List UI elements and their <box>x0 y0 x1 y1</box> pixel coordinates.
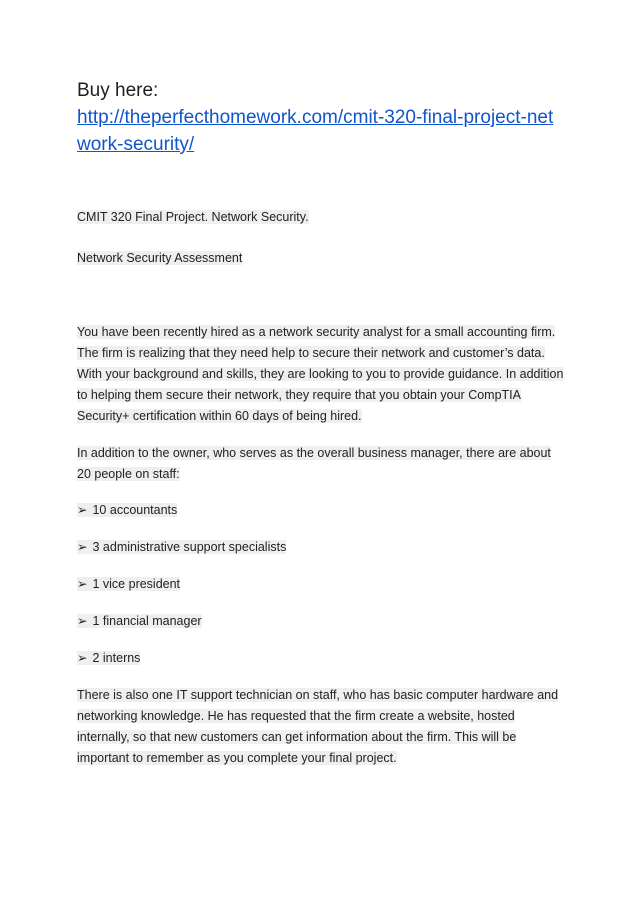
it-support-paragraph-text: There is also one IT support technician on staff, who has basic computer hardware and networking knowledge. He has requested that the firm create a website, hosted internally, so that new customers can get information about the firm. This will be important to remember as you complete your final project. <box>77 688 559 765</box>
document-content <box>77 78 567 765</box>
arrow-bullet-icon: ➢ <box>77 577 88 591</box>
list-item <box>77 649 567 686</box>
list-item-text: 1 vice president <box>92 577 181 591</box>
it-support-paragraph <box>77 685 567 769</box>
staff-paragraph <box>77 443 567 485</box>
intro-paragraph-text: You have been recently hired as a network security analyst for a small accounting firm. The firm is realizing that they need help to secure their network and customer’s data. With your background and skills, they are looking to you to provide guidance. In addition to helping them secure their network, they require that you obtain your CompTIA Security+ certification within 60 days of being hired. <box>77 325 564 423</box>
intro-paragraph <box>77 322 567 427</box>
list-item-content <box>77 577 180 591</box>
arrow-bullet-icon: ➢ <box>77 540 88 554</box>
list-item-content <box>77 614 202 628</box>
list-item-content <box>77 540 286 554</box>
list-item-text: 2 interns <box>92 651 141 665</box>
list-item-text: 3 administrative support specialists <box>92 540 287 554</box>
document-title <box>77 208 309 227</box>
list-item-text: 1 financial manager <box>92 614 202 628</box>
document-subtitle-text: Network Security Assessment <box>77 251 243 265</box>
list-item <box>77 538 567 575</box>
arrow-bullet-icon: ➢ <box>77 614 88 628</box>
list-item <box>77 501 567 538</box>
staff-paragraph-text: In addition to the owner, who serves as the overall business manager, there are about 20 people on staff: <box>77 446 551 481</box>
arrow-bullet-icon: ➢ <box>77 651 88 665</box>
buy-here-label: Buy here: <box>77 80 159 101</box>
list-item-content <box>77 503 177 517</box>
product-link[interactable]: http://theperfecthomework.com/cmit-320-final-project-network-security/ <box>77 107 554 155</box>
list-item <box>77 575 567 612</box>
arrow-bullet-icon: ➢ <box>77 503 88 517</box>
list-item <box>77 612 567 649</box>
document-subtitle <box>77 249 242 268</box>
document-title-text: CMIT 320 Final Project. Network Security. <box>77 210 309 224</box>
staff-list <box>77 501 567 686</box>
list-item-text: 10 accountants <box>92 503 178 517</box>
list-item-content <box>77 651 140 665</box>
